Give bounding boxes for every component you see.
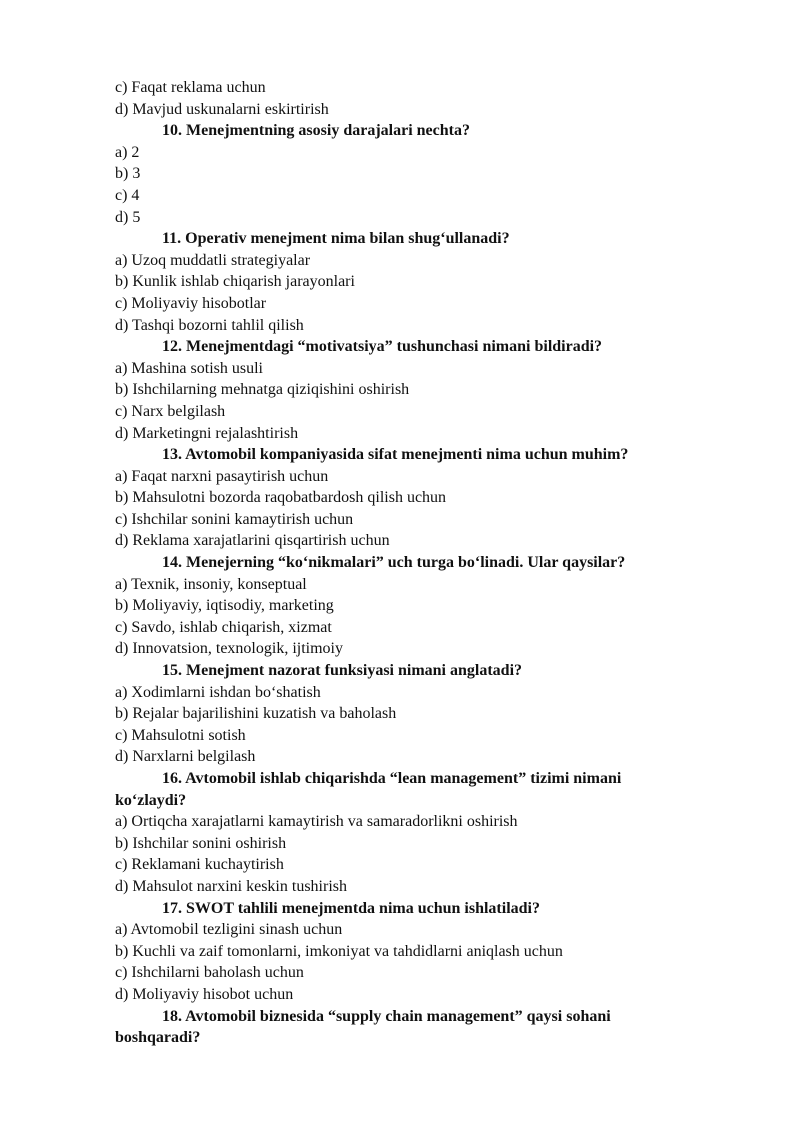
question-title: 10. Menejmentning asosiy darajalari nechta? — [162, 122, 470, 140]
document-page — [115, 77, 715, 1049]
option-c: c) Reklamani kuchaytirish — [115, 856, 284, 874]
option-c: c) Savdo, ishlab chiqarish, xizmat — [115, 618, 332, 636]
question-title: 11. Operativ menejment nima bilan shug‘ullanadi? — [162, 230, 510, 248]
option-a: a) 2 — [115, 143, 140, 161]
option-c: c) 4 — [115, 186, 140, 204]
question-title: 16. Avtomobil ishlab chiqarishda “lean management” tizimi nimani — [162, 770, 622, 787]
question-title: 17. SWOT tahlili menejmentda nima uchun ishlatiladi? — [162, 899, 540, 917]
question-title-continuation: boshqaradi? — [115, 1029, 201, 1047]
question-title: 15. Menejment nazorat funksiyasi nimani anglatadi? — [162, 662, 523, 680]
option-d: d) Marketingni rejalashtirish — [115, 424, 299, 442]
option-a: a) Mashina sotish usuli — [115, 359, 263, 377]
option-b: b) Kuchli va zaif tomonlarni, imkoniyat va tahdidlarni aniqlash uchun — [115, 942, 563, 960]
option-a: a) Texnik, insoniy, konseptual — [115, 575, 307, 593]
option-c: c) Narx belgilash — [115, 402, 226, 420]
option-b: b) Moliyaviy, iqtisodiy, marketing — [115, 597, 334, 615]
option-d: d) Narxlarni belgilash — [115, 748, 256, 766]
option-b: b) Ishchilar sonini oshirish — [115, 834, 287, 852]
option-d: d) Mavjud uskunalarni eskirtirish — [115, 100, 329, 118]
option-d: d) Tashqi bozorni tahlil qilish — [115, 316, 304, 334]
option-c: c) Mahsulotni sotish — [115, 726, 246, 744]
option-a: a) Avtomobil tezligini sinash uchun — [115, 921, 343, 939]
option-d: d) Moliyaviy hisobot uchun — [115, 985, 294, 1003]
option-c: c) Moliyaviy hisobotlar — [115, 294, 267, 312]
option-b: b) Kunlik ishlab chiqarish jarayonlari — [115, 273, 355, 291]
question-title-continuation: ko‘zlaydi? — [115, 791, 187, 809]
option-c: c) Ishchilarni baholash uchun — [115, 964, 304, 982]
option-b: b) 3 — [115, 165, 141, 183]
question-title: 18. Avtomobil biznesida “supply chain management” qaysi sohani — [162, 1007, 611, 1025]
option-a: a) Xodimlarni ishdan bo‘shatish — [115, 683, 321, 701]
option-b: b) Ishchilarning mehnatga qiziqishini oshirish — [115, 381, 410, 399]
option-c: c) Ishchilar sonini kamaytirish uchun — [115, 510, 354, 528]
option-a: a) Uzoq muddatli strategiyalar — [115, 251, 311, 269]
question-title: 12. Menejmentdagi “motivatsiya” tushunchasi nimani bildiradi? — [162, 338, 603, 356]
option-a: a) Faqat narxni pasaytirish uchun — [115, 467, 329, 485]
option-b: b) Mahsulotni bozorda raqobatbardosh qilish uchun — [115, 489, 447, 507]
option-d: d) Innovatsion, texnologik, ijtimoiy — [115, 640, 343, 658]
option-d: d) Reklama xarajatlarini qisqartirish uchun — [115, 532, 390, 550]
question-title: 13. Avtomobil kompaniyasida sifat menejmenti nima uchun muhim? — [162, 446, 629, 464]
option-a: a) Ortiqcha xarajatlarni kamaytirish va samaradorlikni oshirish — [115, 813, 518, 831]
option-c: c) Faqat reklama uchun — [115, 79, 266, 96]
question-title: 14. Menejerning “ko‘nikmalari” uch turga bo‘linadi. Ular qaysilar? — [162, 554, 626, 572]
option-d: d) 5 — [115, 208, 141, 226]
option-b: b) Rejalar bajarilishini kuzatish va baholash — [115, 705, 397, 723]
option-d: d) Mahsulot narxini keskin tushirish — [115, 877, 347, 895]
